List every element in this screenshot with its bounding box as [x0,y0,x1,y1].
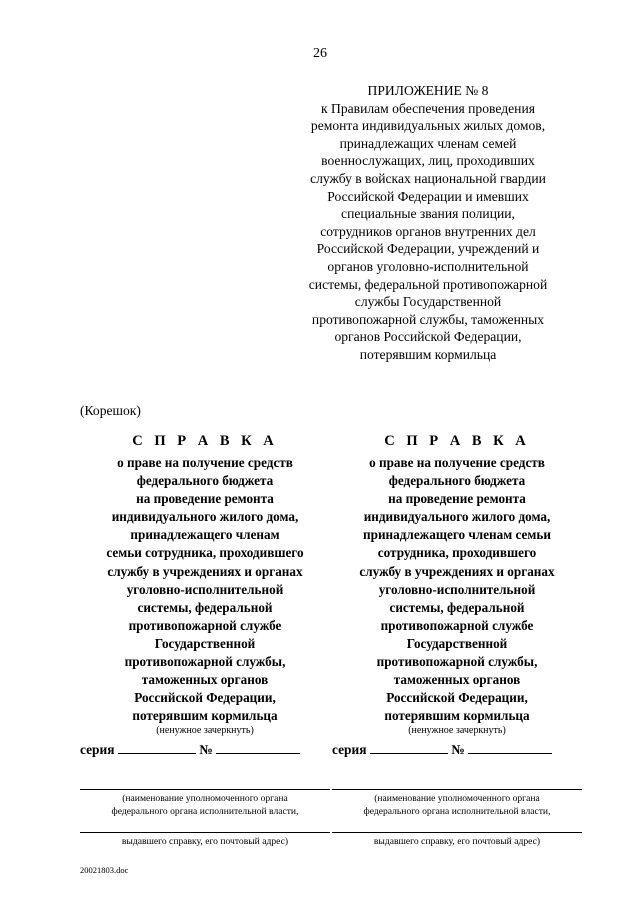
certificate-line: сотрудника, проходившего [377,545,537,561]
appendix-line: принадлежащих членам семей [339,135,517,151]
certificate-line: потерявшим кормильца [132,708,278,724]
appendix-line: Российской Федерации и имевших [327,188,529,204]
issuer-caption: федерального органа исполнительной власти, [363,806,551,818]
appendix-line: потерявшим кормильца [359,346,497,362]
appendix-line: органов Российской Федерации, [334,329,522,345]
number-label: № [199,742,213,758]
page-number: 26 [313,46,327,61]
appendix-line: к Правилам обеспечения проведения [321,100,535,116]
series-number-row [332,741,582,759]
strike-note: (ненужное зачеркнуть) [408,725,506,737]
number-label: № [451,742,465,758]
appendix-line: службу в войсках национальной гвардии [310,170,546,186]
appendix-line: специальные звания полиции, [341,206,515,222]
certificate-line: на проведение ремонта [388,491,526,507]
issuer-caption: (наименование уполномоченного органа [374,793,540,805]
certificate-line: таможенных органов [393,672,521,688]
appendix-line: ПРИЛОЖЕНИЕ № 8 [367,83,489,98]
certificate-line: Российской Федерации, [134,690,276,706]
issuer-caption: выдавшего справку, его почтовый адрес) [373,836,541,848]
certificate-line: Государственной [154,635,256,651]
issuer-caption: выдавшего справку, его почтовый адрес) [121,836,289,848]
certificate-line: Российской Федерации, [386,690,528,706]
footer-filename: 20021803.doc [80,865,129,875]
number-field[interactable] [468,741,552,754]
series-label: серия [80,742,115,758]
series-label: серия [332,742,367,758]
certificate-line: индивидуального жилого дома, [363,509,551,525]
certificate-line: противопожарной службе [380,617,534,633]
certificate-line: семьи сотрудника, проходившего [106,545,304,561]
certificate-line: федерального бюджета [388,473,526,489]
series-field[interactable] [118,741,196,754]
certificate-line: федерального бюджета [136,473,274,489]
certificate-line: службу в учреждениях и органах [107,563,303,579]
appendix-line: системы, федеральной противопожарной [308,276,548,292]
appendix-line: военнослужащих, лиц, проходивших [321,153,535,169]
appendix-line: ремонта индивидуальных жилых домов, [310,118,546,134]
series-number-row [80,741,330,759]
issuer-address-line[interactable] [332,832,582,833]
strike-note: (ненужное зачеркнуть) [156,725,254,737]
certificate-line: Государственной [406,635,508,651]
certificate-line: уголовно-исполнительной [126,581,284,597]
certificate-line: принадлежащего членам семьи [363,527,551,543]
certificate-title: С П Р А В К А [384,433,530,449]
issuer-caption: (наименование уполномоченного органа [122,793,288,805]
certificate-body [80,454,330,725]
issuer-line[interactable] [332,789,582,790]
appendix-line: службы Государственной [354,294,502,310]
certificate-line: уголовно-исполнительной [378,581,536,597]
certificate-line: потерявшим кормильца [384,708,530,724]
appendix-line: сотрудников органов внутренних дел [320,223,536,239]
certificate-line: принадлежащего членам [130,527,280,543]
certificate-line: противопожарной службе [128,617,282,633]
certificate-line: на проведение ремонта [136,491,274,507]
certificate-line: таможенных органов [141,672,269,688]
certificate-line: системы, федеральной [389,599,525,615]
appendix-header [288,82,568,364]
certificate-line: индивидуального жилого дома, [111,509,299,525]
certificate-line: о праве на получение средств [369,455,545,470]
stub-label: (Корешок) [80,403,141,418]
certificate-line: противопожарной службы, [124,654,286,670]
certificate-line: противопожарной службы, [376,654,538,670]
issuer-address-line[interactable] [80,832,330,833]
appendix-line: Российской Федерации, учреждений и [316,241,540,257]
issuer-caption: федерального органа исполнительной власти, [111,806,299,818]
series-field[interactable] [370,741,448,754]
certificate-line: системы, федеральной [137,599,273,615]
certificate-title: С П Р А В К А [132,433,278,449]
certificate-line: службу в учреждениях и органах [359,563,555,579]
certificate-line: о праве на получение средств [117,455,293,470]
certificate-body [332,454,582,725]
number-field[interactable] [216,741,300,754]
certificate-main [332,432,582,848]
issuer-line[interactable] [80,789,330,790]
certificate-stub [80,432,330,848]
appendix-line: органов уголовно-исполнительной [327,258,529,274]
appendix-line: противопожарной службы, таможенных [311,311,545,327]
